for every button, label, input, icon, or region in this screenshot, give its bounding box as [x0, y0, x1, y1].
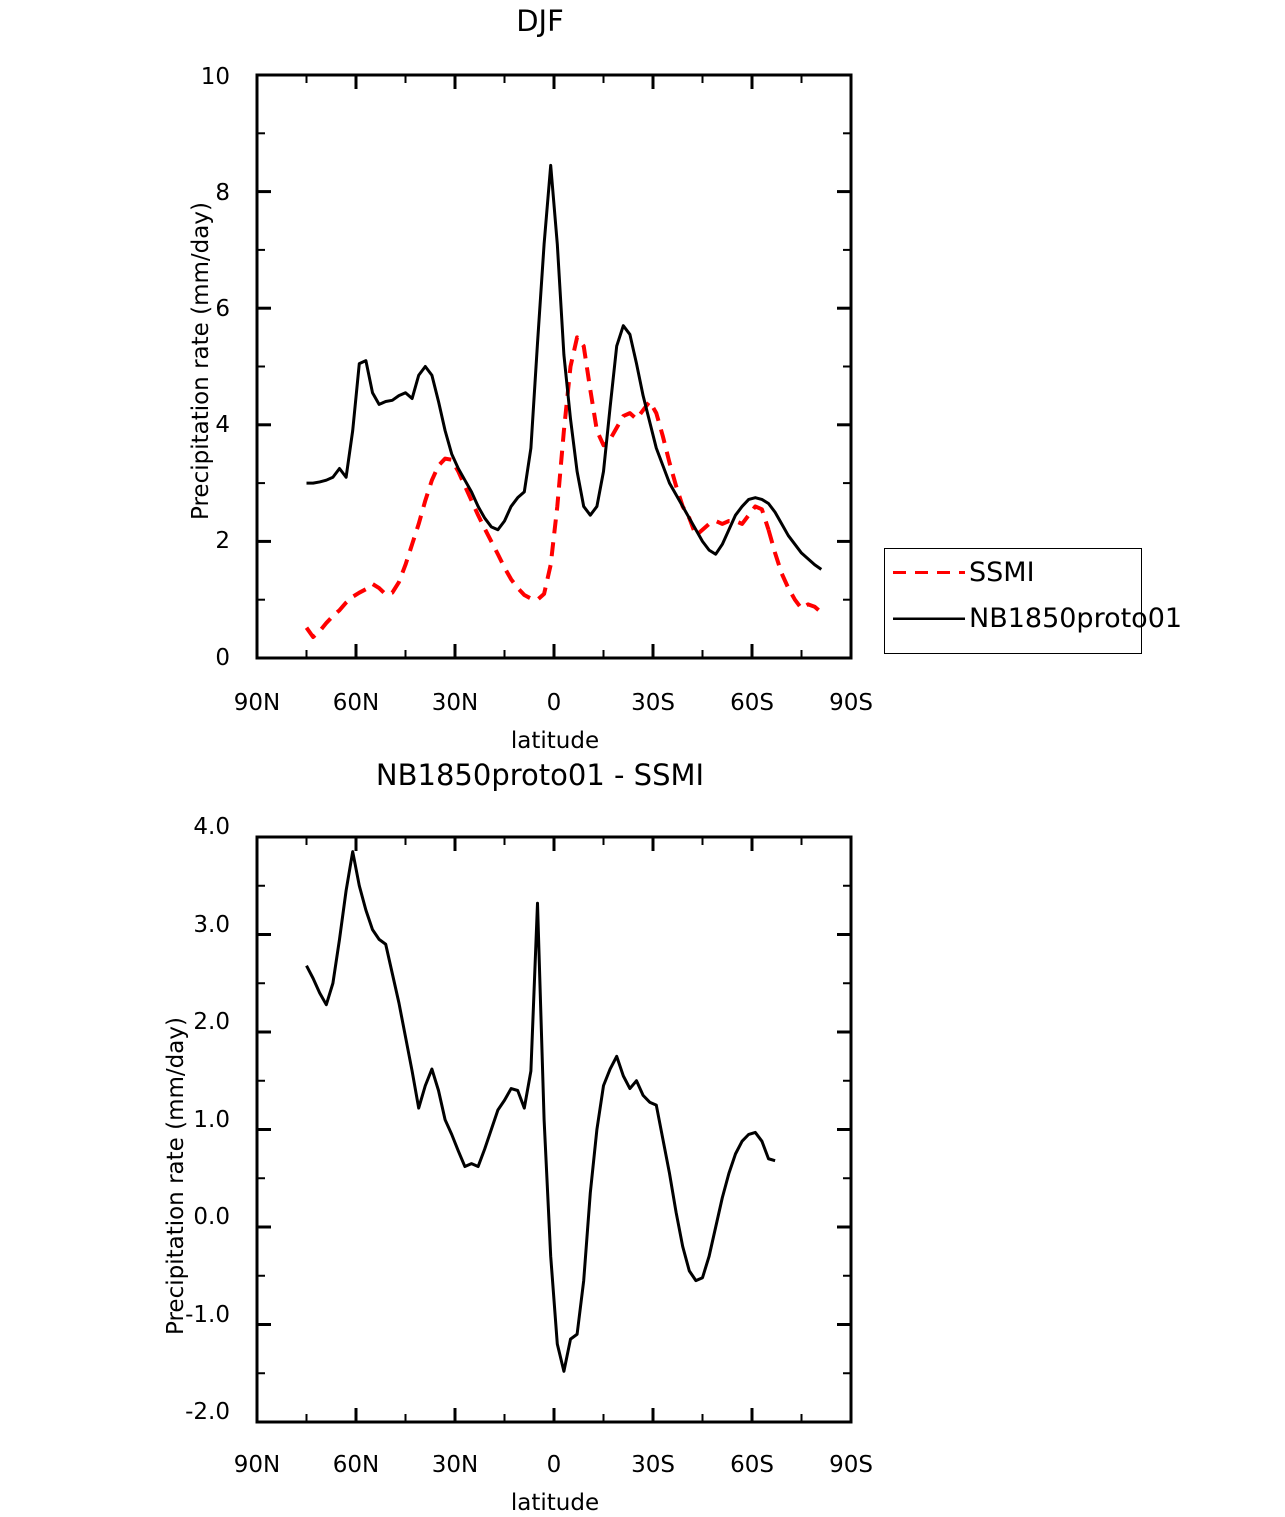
y-tick-bottom-6: 4.0	[193, 814, 230, 840]
x-tick-bottom-4: 30S	[631, 1452, 675, 1478]
x-tick-bottom-3: 0	[546, 1452, 562, 1478]
y-tick-bottom-5: 3.0	[193, 912, 230, 938]
y-tick-top-3: 6	[215, 296, 230, 322]
x-tick-top-5: 60S	[730, 690, 774, 716]
series-line-0	[307, 852, 776, 1372]
y-tick-top-5: 10	[200, 64, 230, 90]
x-tick-bottom-1: 60N	[332, 1452, 380, 1478]
x-axis-label-top: latitude	[510, 728, 600, 754]
legend-item-model	[885, 595, 1183, 641]
series-line-0	[307, 337, 769, 637]
legend-swatch-ssmi	[893, 570, 965, 574]
y-tick-top-2: 4	[215, 412, 230, 438]
chart-panel-bottom	[0, 755, 1285, 1517]
y-tick-top-1: 2	[215, 528, 230, 554]
legend-label-model: NB1850proto01	[969, 602, 1183, 634]
x-tick-bottom-5: 60S	[730, 1452, 774, 1478]
y-tick-top-0: 0	[215, 645, 230, 671]
y-axis-label-top: Precipitation rate (mm/day)	[188, 202, 214, 520]
y-tick-bottom-4: 2.0	[193, 1009, 230, 1035]
plot-area-bottom	[0, 755, 1285, 1517]
y-tick-bottom-1: -1.0	[185, 1302, 230, 1328]
legend-item-ssmi	[885, 549, 1141, 595]
x-tick-top-2: 30N	[431, 690, 479, 716]
x-tick-top-3: 0	[546, 690, 562, 716]
x-axis-label-bottom: latitude	[510, 1490, 600, 1516]
x-tick-top-0: 90N	[233, 690, 281, 716]
chart-title-top: DJF	[516, 4, 564, 38]
chart-title-bottom: NB1850proto01 - SSMI	[375, 758, 705, 792]
x-tick-bottom-0: 90N	[233, 1452, 281, 1478]
x-tick-top-1: 60N	[332, 690, 380, 716]
y-tick-bottom-3: 1.0	[193, 1107, 230, 1133]
x-tick-bottom-6: 90S	[829, 1452, 873, 1478]
y-tick-bottom-0: -2.0	[185, 1399, 230, 1425]
y-tick-bottom-2: 0.0	[193, 1204, 230, 1230]
x-tick-top-6: 90S	[829, 690, 873, 716]
legend-top	[884, 548, 1183, 654]
legend-swatch-model	[893, 616, 965, 620]
y-tick-top-4: 8	[215, 180, 230, 206]
x-tick-bottom-2: 30N	[431, 1452, 479, 1478]
x-tick-top-4: 30S	[631, 690, 675, 716]
y-axis-label-bottom: Precipitation rate (mm/day)	[163, 1017, 189, 1335]
legend-label-ssmi: SSMI	[969, 556, 1035, 588]
series-line-2	[307, 165, 822, 569]
